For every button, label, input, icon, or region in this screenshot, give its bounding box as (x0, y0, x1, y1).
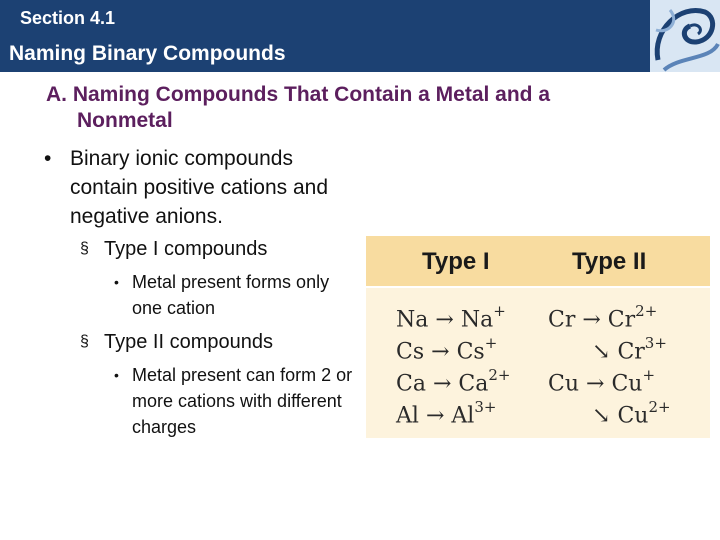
type2-row (548, 304, 657, 332)
type1-row (396, 304, 506, 332)
arrow-icon: → (586, 371, 605, 397)
sub-bullet-mark: § (80, 333, 89, 350)
bullet-text: Binary ionic compounds contain positive cations and negative anions. (70, 147, 328, 228)
sub-bullet-type1 (80, 236, 380, 262)
column-header-type1: Type I (422, 248, 490, 275)
ion-symbol: Na (460, 307, 494, 333)
element-symbol: Na (396, 307, 429, 333)
element-symbol: Cu (548, 371, 580, 397)
ion-symbol: Cr (607, 307, 636, 333)
ion-charge: 2+ (488, 366, 511, 384)
arrow-icon: → (425, 403, 445, 429)
sub-bullet-mark: § (80, 240, 89, 257)
ion-symbol: Cs (456, 339, 485, 365)
bullet-mark: • (44, 147, 52, 170)
sub-bullet-text: Type I compounds (104, 238, 268, 260)
ion-charge: 2+ (648, 398, 671, 416)
element-symbol: Cr (548, 307, 576, 333)
swirl-logo-icon (650, 0, 720, 72)
arrow-icon: → (582, 307, 601, 333)
element-symbol: Cs (396, 339, 425, 365)
sub-bullet-type2 (80, 329, 380, 355)
table-header (366, 236, 710, 286)
type1-row (396, 400, 496, 428)
column-header-type2: Type II (572, 248, 647, 275)
detail-text: Metal present can form 2 or more cations with different charges (132, 365, 353, 437)
ion-type-table (366, 236, 710, 438)
element-symbol: Ca (396, 371, 426, 397)
ion-symbol: Al (451, 403, 475, 429)
ion-symbol: Ca (458, 371, 489, 397)
heading-line-1: A. Naming Compounds That Contain a Metal and a (46, 83, 551, 106)
ion-charge: + (493, 302, 506, 320)
ion-charge: 3+ (644, 334, 667, 352)
type2-row (548, 368, 655, 396)
subsection-heading (46, 82, 646, 134)
detail-type1 (114, 269, 364, 321)
header-divider (366, 286, 710, 288)
element-symbol: Al (396, 403, 419, 429)
type2-row (592, 336, 667, 364)
ion-symbol: Cu (611, 371, 643, 397)
ion-charge: 2+ (635, 302, 658, 320)
title-banner (0, 0, 720, 72)
ion-charge: 3+ (474, 398, 497, 416)
ion-charge: + (642, 366, 656, 384)
sub-bullet-text: Type II compounds (104, 331, 273, 353)
ion-symbol: Cr (617, 339, 645, 365)
ion-charge: + (484, 334, 498, 352)
section-title: Naming Binary Compounds (9, 42, 286, 65)
dot-mark: • (114, 367, 119, 383)
detail-type2 (114, 362, 364, 440)
branch-arrow-icon: ↘ (592, 339, 611, 365)
ion-symbol: Cu (617, 403, 649, 429)
detail-text: Metal present forms only one cation (132, 272, 330, 318)
arrow-icon: → (431, 339, 450, 365)
heading-line-2: Nonmetal (77, 109, 173, 132)
dot-mark: • (114, 274, 119, 290)
type1-row (396, 336, 497, 364)
branch-arrow-icon: ↘ (592, 403, 611, 429)
type1-row (396, 368, 510, 396)
type2-row (592, 400, 671, 428)
arrow-icon: → (432, 371, 452, 397)
bullet-binary-ionic (44, 144, 344, 231)
arrow-icon: → (435, 307, 454, 333)
section-number: Section 4.1 (20, 8, 116, 28)
